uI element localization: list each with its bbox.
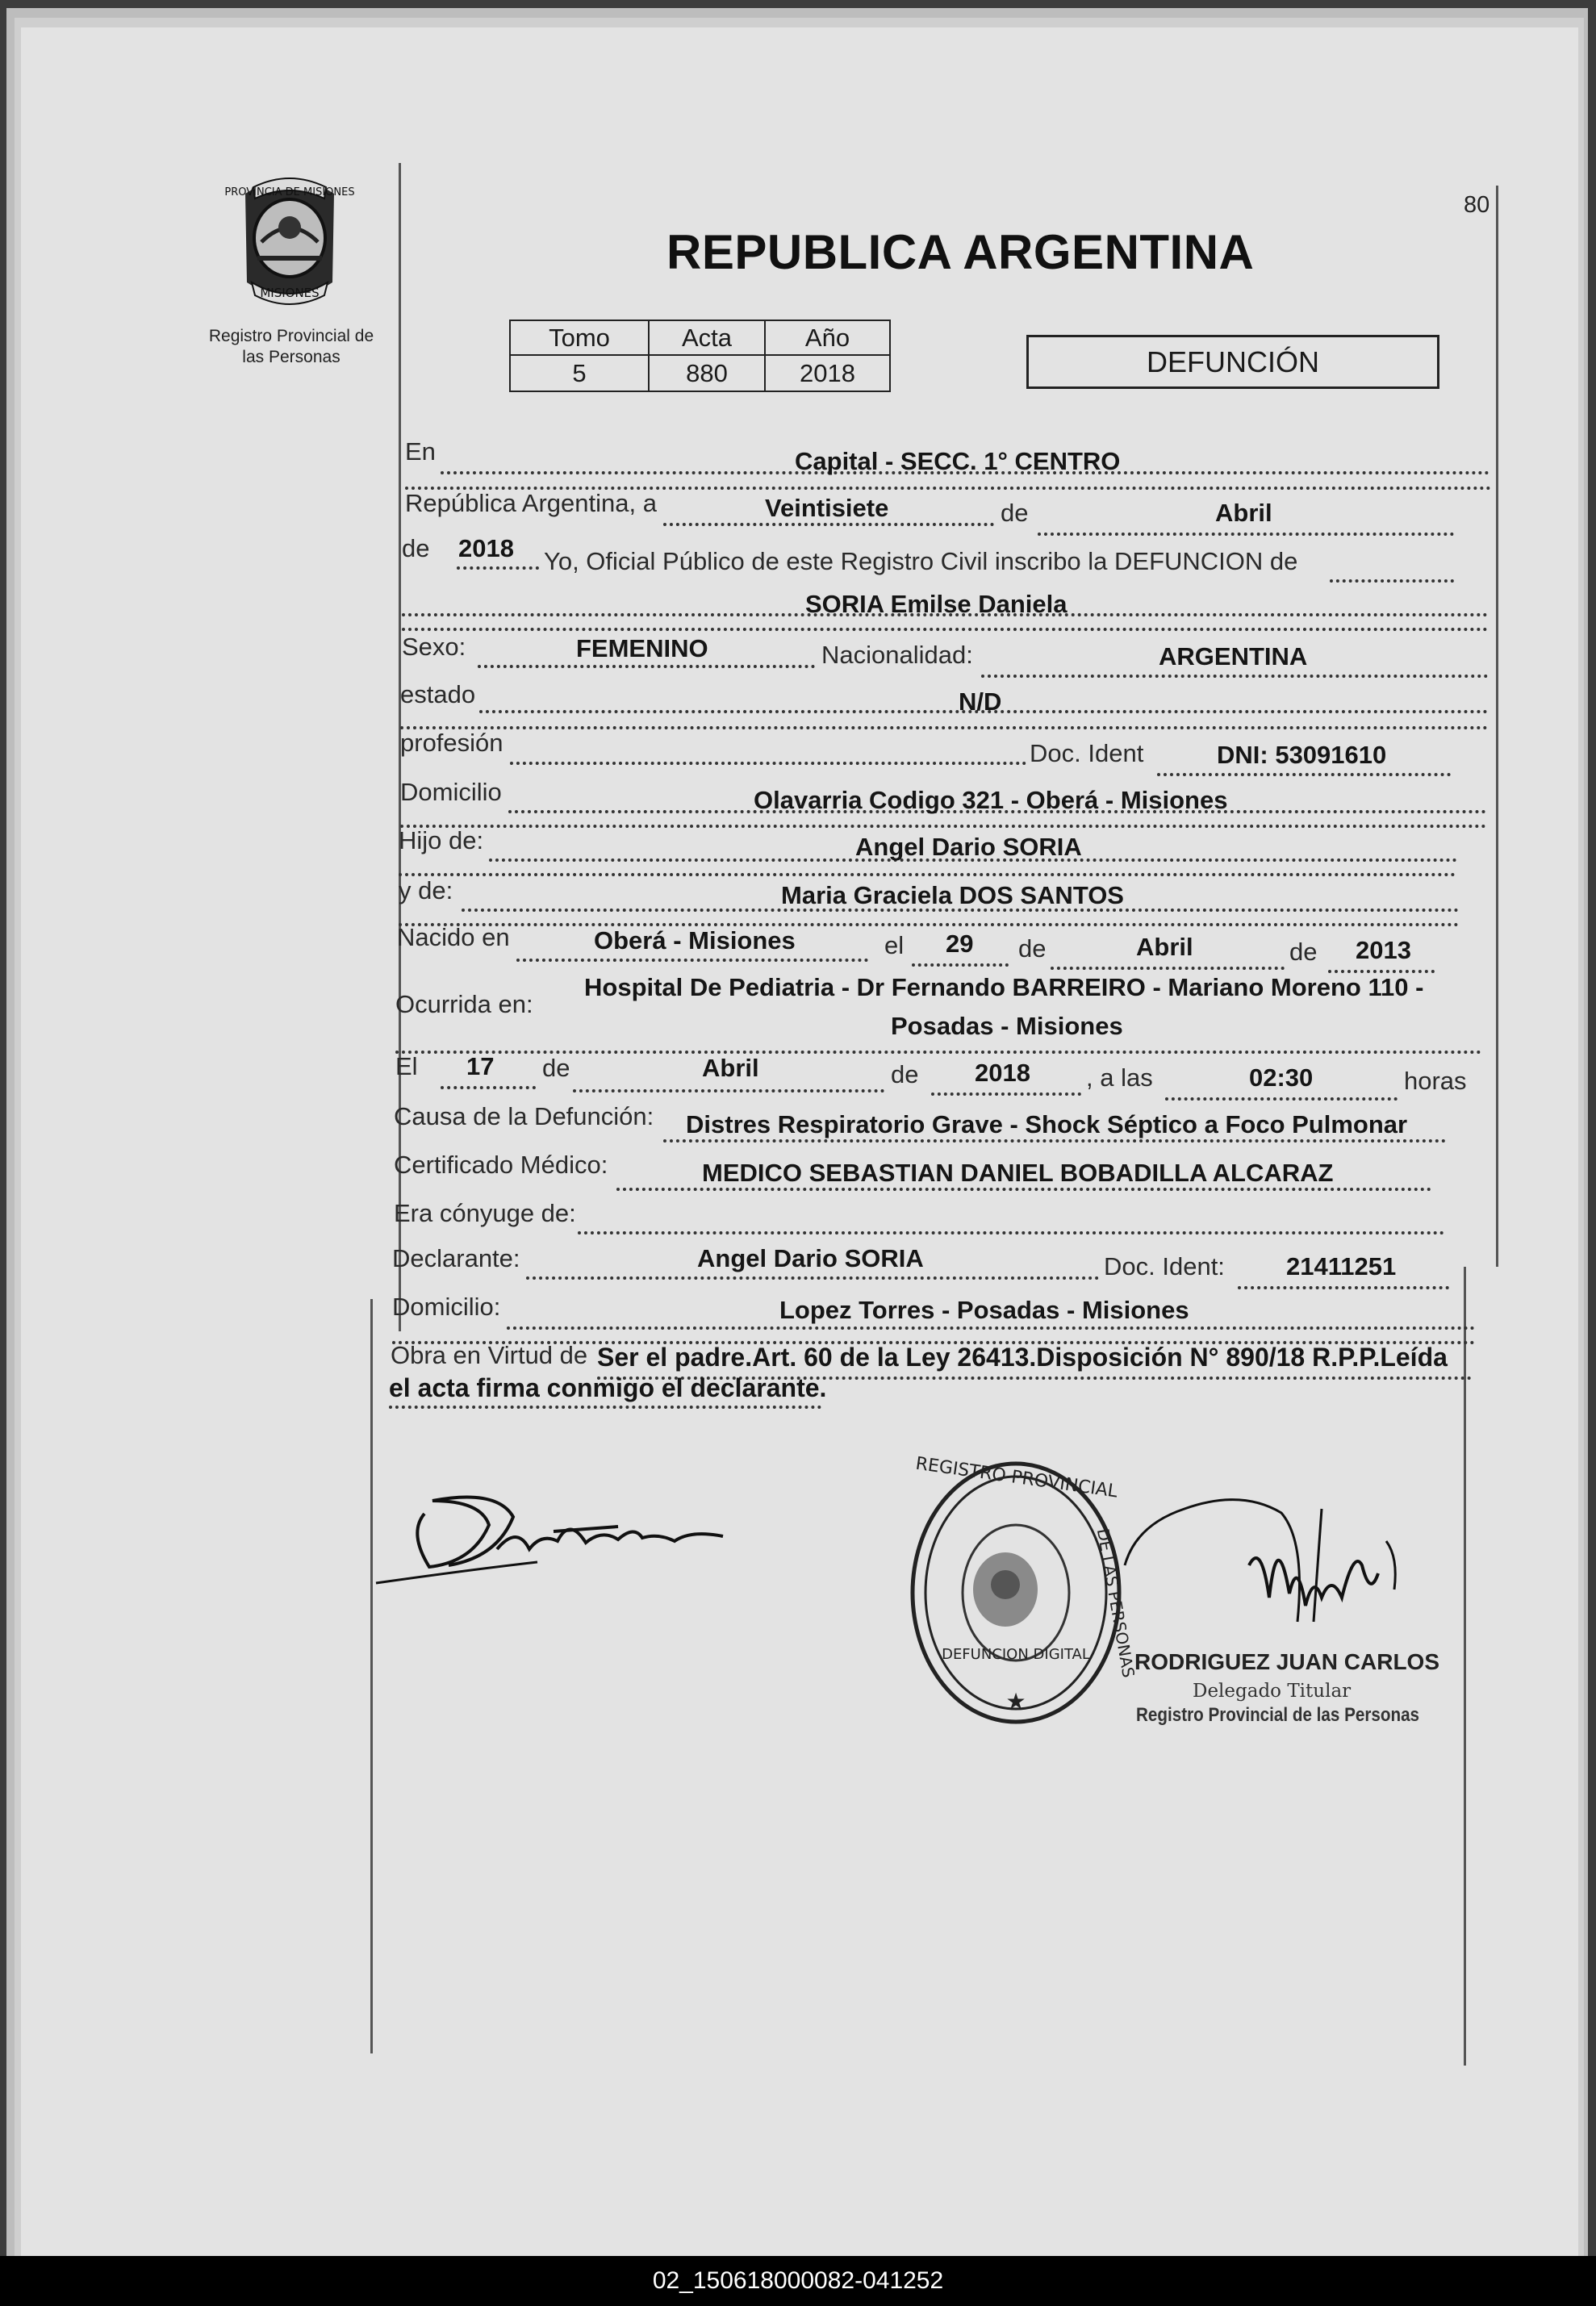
month-value: Abril (1215, 499, 1272, 527)
name-dots-2 (402, 628, 1488, 631)
officer-signature (1120, 1477, 1427, 1646)
nacionalidad-dots (981, 675, 1488, 678)
right-margin-line-bottom (1464, 1267, 1466, 2066)
table-value-acta: 880 (648, 354, 766, 392)
ocurrida-line1: Hospital De Pediatria - Dr Fernando BARREIRO - Mariano Moreno 110 - (584, 973, 1424, 1001)
doc-ident-label: Doc. Ident (1030, 739, 1144, 767)
decl-doc-label: Doc. Ident: (1104, 1252, 1225, 1280)
table-header-anio: Año (764, 320, 891, 356)
year-dots (457, 566, 539, 570)
table-value-anio: 2018 (764, 354, 891, 392)
declarante-label: Declarante: (392, 1244, 520, 1272)
death-time-dots (1165, 1097, 1398, 1101)
deceased-name-value: SORIA Emilse Daniela (805, 590, 1067, 618)
left-margin-line-bottom (370, 1299, 373, 2053)
certificado-value: MEDICO SEBASTIAN DANIEL BOBADILLA ALCARAZ (702, 1159, 1334, 1187)
svg-text:DE LAS PERSONAS: DE LAS PERSONAS (1093, 1527, 1139, 1680)
page-number: 80 (1464, 192, 1490, 218)
decl-doc-dots (1238, 1286, 1449, 1289)
place-value: Capital - SECC. 1° CENTRO (795, 447, 1121, 475)
causa-dots (663, 1139, 1446, 1143)
death-time-value: 02:30 (1249, 1063, 1314, 1092)
logo-text: PROVINCIA DE MISIONES (224, 186, 355, 198)
nacido-en-label: Nacido en (397, 923, 510, 951)
svg-text:REGISTRO PROVINCIAL: REGISTRO PROVINCIAL (914, 1453, 1119, 1502)
inscribo-dots (1330, 579, 1454, 583)
sexo-value: FEMENINO (576, 634, 708, 662)
el-cap-label: El (395, 1052, 418, 1080)
ocurrida-label: Ocurrida en: (395, 990, 533, 1018)
officer-title: Delegado Titular (1193, 1681, 1352, 1702)
year-value: 2018 (458, 534, 514, 562)
decl-domicilio-dots (507, 1326, 1475, 1330)
right-margin-line-top (1496, 186, 1498, 1267)
month-dots (1038, 533, 1454, 536)
sexo-label: Sexo: (402, 633, 466, 661)
decl-domicilio-value: Lopez Torres - Posadas - Misiones (779, 1296, 1189, 1324)
death-day-dots (441, 1086, 536, 1089)
causa-value: Distres Respiratorio Grave - Shock Séptico a Foco Pulmonar (686, 1110, 1408, 1138)
profesion-label: profesión (400, 729, 503, 757)
estado-dots-2 (400, 726, 1488, 729)
birth-place-dots (516, 959, 868, 962)
de-label-6: de (891, 1060, 919, 1088)
certificado-dots (616, 1188, 1431, 1191)
footer-filename: 02_150618000082-041252 (0, 2256, 1596, 2306)
obra-line1: Ser el padre.Art. 60 de la Ley 26413.Disposición N° 890/18 R.P.P.Leída (597, 1343, 1448, 1372)
de-label-3: de (1018, 934, 1047, 963)
de-label-5: de (542, 1054, 570, 1082)
domicilio-value: Olavarria Codigo 321 - Oberá - Misiones (754, 786, 1228, 814)
obra-line2: el acta firma conmigo el declarante. (389, 1373, 827, 1402)
death-year-value: 2018 (975, 1059, 1030, 1087)
conyuge-dots (578, 1231, 1444, 1234)
officer-name: RODRIGUEZ JUAN CARLOS (1134, 1649, 1440, 1674)
svg-text:DEFUNCION DIGITAL: DEFUNCION DIGITAL (942, 1646, 1090, 1663)
father-dots-2 (399, 873, 1456, 876)
estado-label: estado (400, 680, 476, 708)
nacionalidad-value: ARGENTINA (1159, 642, 1308, 670)
de-label-1: de (1001, 499, 1029, 527)
obra-label: Obra en Virtud de (391, 1341, 588, 1369)
causa-label: Causa de la Defunción: (394, 1102, 654, 1130)
hijo-de-label: Hijo de: (399, 826, 484, 854)
de-label-2: de (402, 534, 430, 562)
de-label-4: de (1289, 938, 1318, 966)
father-value: Angel Dario SORIA (855, 833, 1082, 861)
doc-ident-value: DNI: 53091610 (1217, 741, 1387, 769)
certificado-label: Certificado Médico: (394, 1151, 608, 1179)
profesion-dots (510, 762, 1026, 765)
nacionalidad-label: Nacionalidad: (821, 641, 973, 669)
provincial-coat-of-arms-icon (224, 169, 355, 311)
birth-month-dots (1051, 967, 1285, 970)
republica-label: República Argentina, a (405, 489, 657, 517)
mother-value: Maria Graciela DOS SANTOS (781, 881, 1124, 909)
table-value-tomo: 5 (509, 354, 650, 392)
table-header-tomo: Tomo (509, 320, 650, 356)
org-name-line1: Registro Provincial de (208, 327, 374, 345)
table-header-acta: Acta (648, 320, 766, 356)
birth-day-dots (912, 963, 1009, 967)
officer-org: Registro Provincial de las Personas (1136, 1704, 1420, 1726)
doc-ident-dots (1157, 773, 1451, 776)
day-dots (663, 523, 994, 526)
record-type-box: DEFUNCIÓN (1026, 335, 1439, 389)
a-las-label: , a las (1086, 1063, 1153, 1092)
mother-dots-2 (399, 923, 1459, 926)
official-seal-icon (902, 1451, 1139, 1735)
estado-value: N/D (959, 687, 1002, 716)
y-de-label: y de: (399, 876, 453, 904)
declarante-dots (526, 1276, 1099, 1280)
death-day-value: 17 (466, 1052, 495, 1080)
page-title: REPUBLICA ARGENTINA (666, 225, 1255, 279)
svg-text:MISIONES: MISIONES (260, 286, 320, 300)
death-year-dots (931, 1092, 1081, 1096)
el-label: el (884, 931, 905, 959)
conyuge-label: Era cónyuge de: (394, 1199, 576, 1227)
horas-label: horas (1404, 1067, 1467, 1095)
birth-place-value: Oberá - Misiones (594, 926, 796, 955)
death-month-value: Abril (702, 1054, 759, 1082)
birth-month-value: Abril (1136, 933, 1193, 961)
domicilio-label: Domicilio (400, 778, 502, 806)
death-month-dots (573, 1089, 884, 1092)
en-label: En (405, 437, 436, 466)
birth-day-value: 29 (946, 930, 974, 958)
birth-year-value: 2013 (1356, 936, 1411, 964)
obra-dots-2 (389, 1406, 821, 1409)
sexo-dots (478, 665, 815, 668)
org-name-line2: las Personas (242, 348, 341, 367)
domicilio-dots-2 (400, 825, 1486, 828)
svg-text:★: ★ (1005, 1688, 1026, 1715)
declarant-signature (376, 1485, 731, 1590)
day-words-value: Veintisiete (765, 494, 889, 522)
declarante-value: Angel Dario SORIA (697, 1244, 924, 1272)
ocurrida-line2: Posadas - Misiones (891, 1012, 1123, 1040)
decl-domicilio-label: Domicilio: (392, 1293, 501, 1321)
decl-doc-value: 21411251 (1286, 1252, 1397, 1280)
org-name (198, 326, 384, 369)
inscribo-text: Yo, Oficial Público de este Registro Civil inscribo la DEFUNCION de (544, 547, 1298, 575)
